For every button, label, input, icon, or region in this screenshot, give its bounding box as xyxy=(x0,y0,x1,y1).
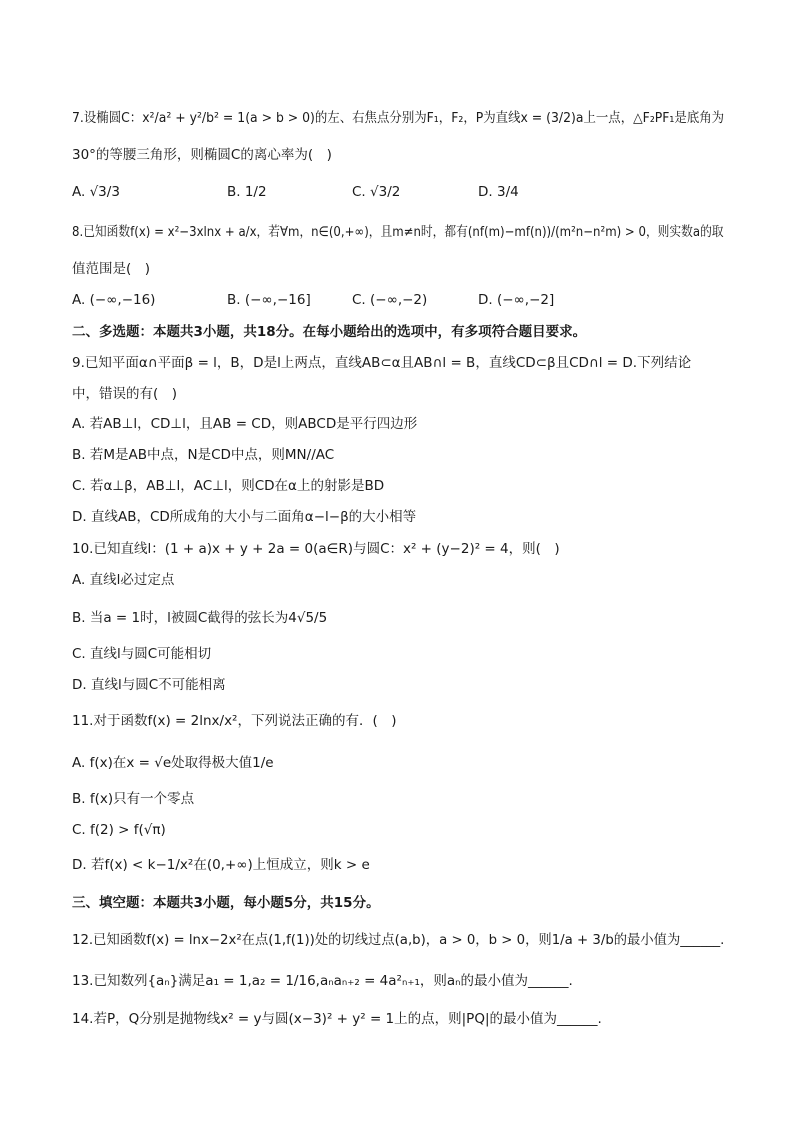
q8-option-d: D. (−∞,−2] xyxy=(478,292,555,308)
q7-option-d: D. 3/4 xyxy=(478,184,519,200)
q10-stem: 10.已知直线l：(1 + a)x + y + 2a = 0(a∈R)与圆C：x² + (y−2)² = 4，则( ) xyxy=(72,541,560,557)
q14: 14.若P，Q分别是抛物线x² = y与圆(x−3)² + y² = 1上的点，则|PQ|的最小值为______. xyxy=(72,1011,602,1027)
q7-stem-line2: 30°的等腰三角形，则椭圆C的离心率为( ) xyxy=(72,147,332,163)
q8-stem-line1: 8.已知函数f(x) = x²−3xlnx + a/x，若∀m，n∈(0,+∞)，且m≠n时，都有(nf(m)−mf(n))/(m²n−n²m) > 0，则实数a的取 xyxy=(72,224,724,240)
q9-stem-line2: 中，错误的有( ) xyxy=(72,386,178,402)
q8-stem-line2: 值范围是( ) xyxy=(72,261,151,277)
q11-stem: 11.对于函数f(x) = 2lnx/x²，下列说法正确的有．( ) xyxy=(72,713,397,729)
q11-option-c: C. f(2) > f(√π) xyxy=(72,822,166,838)
q9-option-d: D. 直线AB，CD所成角的大小与二面角α−l−β的大小相等 xyxy=(72,509,417,525)
q12: 12.已知函数f(x) = lnx−2x²在点(1,f(1))处的切线过点(a,b)，a > 0，b > 0，则1/a + 3/b的最小值为______. xyxy=(72,932,725,948)
section-3-heading: 三、填空题：本题共3小题，每小题5分，共15分。 xyxy=(72,895,380,911)
section-2-heading: 二、多选题：本题共3小题，共18分。在每小题给出的选项中，有多项符合题目要求。 xyxy=(72,324,587,340)
q10-option-b: B. 当a = 1时，l被圆C截得的弦长为4√5/5 xyxy=(72,610,328,626)
q10-option-a: A. 直线l必过定点 xyxy=(72,572,175,588)
q10-option-c: C. 直线l与圆C可能相切 xyxy=(72,646,212,662)
q8-option-a: A. (−∞,−16) xyxy=(72,292,156,308)
q8-option-c: C. (−∞,−2) xyxy=(352,292,428,308)
q7-stem-line1: 7.设椭圆C：x²/a² + y²/b² = 1(a > b > 0)的左、右焦点分别为F₁，F₂，P为直线x = (3/2)a上一点，△F₂PF₁是底角为 xyxy=(72,110,725,126)
q7-option-a: A. √3/3 xyxy=(72,184,120,200)
q11-option-a: A. f(x)在x = √e处取得极大值1/e xyxy=(72,755,274,771)
q7-option-c: C. √3/2 xyxy=(352,184,401,200)
q9-option-c: C. 若α⊥β，AB⊥l，AC⊥l，则CD在α上的射影是BD xyxy=(72,478,385,494)
q9-stem-line1: 9.已知平面α∩平面β = l，B，D是l上两点，直线AB⊂α且AB∩l = B，直线CD⊂β且CD∩l = D.下列结论 xyxy=(72,355,692,371)
q9-option-b: B. 若M是AB中点，N是CD中点，则MN//AC xyxy=(72,447,335,463)
q13: 13.已知数列{aₙ}满足a₁ = 1,a₂ = 1/16,aₙaₙ₊₂ = 4a²ₙ₊₁，则aₙ的最小值为______. xyxy=(72,973,573,989)
q11-option-d: D. 若f(x) < k−1/x²在(0,+∞)上恒成立，则k > e xyxy=(72,857,370,873)
q11-option-b: B. f(x)只有一个零点 xyxy=(72,791,195,807)
q8-option-b: B. (−∞,−16] xyxy=(227,292,311,308)
q9-option-a: A. 若AB⊥l，CD⊥l，且AB = CD，则ABCD是平行四边形 xyxy=(72,416,418,432)
q10-option-d: D. 直线l与圆C不可能相离 xyxy=(72,677,226,693)
q7-option-b: B. 1/2 xyxy=(227,184,267,200)
